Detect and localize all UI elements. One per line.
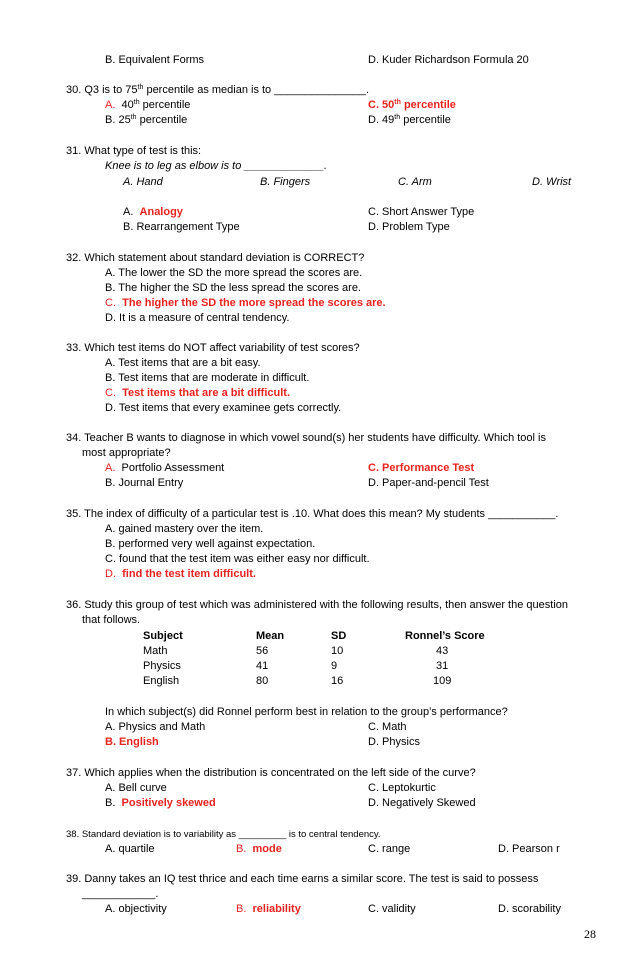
q36-option-b-answer: B. English: [105, 736, 159, 748]
q36-table-cell: English: [143, 675, 180, 687]
q31-analogy-choice-c: C. Arm: [398, 176, 432, 188]
q37-stem: 37. Which applies when the distribution is concentrated on the left side of the curve?: [66, 767, 476, 779]
q36-table-cell: 56: [256, 645, 269, 657]
q31-stem: 31. What type of test is this:: [66, 145, 202, 157]
q32-stem: 32. Which statement about standard deviation is CORRECT?: [66, 252, 365, 264]
q39-option-d: D. scorability: [498, 903, 561, 915]
q36-table-cell: Physics: [143, 660, 181, 672]
q36-table-header-sd: SD: [331, 630, 347, 642]
q34-stem-line-1: 34. Teacher B wants to diagnose in which vowel sound(s) her students have difficulty. Which tool is: [66, 432, 546, 444]
q36-table-cell: 16: [331, 675, 344, 687]
q35-option-b: B. performed very well against expectation.: [105, 538, 316, 550]
q39-stem-line-2: ____________.: [82, 888, 159, 900]
q36-option-a: A. Physics and Math: [105, 721, 206, 733]
q36-table-cell: Math: [143, 645, 168, 657]
q38-option-d: D. Pearson r: [498, 843, 560, 855]
q31-analogy: Knee is to leg as elbow is to _____________.: [105, 160, 327, 172]
q32-option-b: B. The higher the SD the less spread the scores are.: [105, 282, 361, 294]
q39-option-b-answer: B. reliability: [236, 903, 301, 915]
q38-stem: 38. Standard deviation is to variability as _________ is to central tendency.: [66, 829, 381, 840]
q34-stem-line-2: most appropriate?: [82, 447, 171, 459]
q36-stem-line-2: that follows.: [82, 614, 141, 626]
q32-option-a: A. The lower the SD the more spread the scores are.: [105, 267, 363, 279]
q34-option-b: B. Journal Entry: [105, 477, 184, 489]
q35-option-a: A. gained mastery over the item.: [105, 523, 264, 535]
q29-option-d: D. Kuder Richardson Formula 20: [368, 54, 529, 66]
q32-option-d: D. It is a measure of central tendency.: [105, 312, 290, 324]
q32-option-c-answer: C. The higher the SD the more spread the scores are.: [105, 297, 386, 309]
q39-option-c: C. validity: [368, 903, 416, 915]
q31-analogy-choice-d: D. Wrist: [532, 176, 572, 188]
q36-option-d: D. Physics: [368, 736, 420, 748]
q30-option-a: A. 40th percentile: [105, 99, 191, 111]
q33-option-d: D. Test items that every examinee gets correctly.: [105, 402, 342, 414]
q31-option-a-answer: A. Analogy: [123, 206, 183, 218]
q39-stem-line-1: 39. Danny takes an IQ test thrice and each time earns a similar score. The test is said to possess: [66, 873, 539, 885]
q33-option-c-answer: C. Test items that are a bit difficult.: [105, 387, 291, 399]
q35-option-d-answer: D. find the test item difficult.: [105, 568, 256, 580]
q36-table-cell: 41: [256, 660, 269, 672]
q38-option-c: C. range: [368, 843, 411, 855]
q36-table-cell: 109: [433, 675, 452, 687]
q34-option-d: D. Paper-and-pencil Test: [368, 477, 489, 489]
q38-option-a: A. quartile: [105, 843, 155, 855]
q31-analogy-choice-a: A. Hand: [123, 176, 163, 188]
q36-table-cell: 10: [331, 645, 344, 657]
q37-option-a: A. Bell curve: [105, 782, 167, 794]
q31-option-b: B. Rearrangement Type: [123, 221, 240, 233]
q31-option-d: D. Problem Type: [368, 221, 450, 233]
q37-option-d: D. Negatively Skewed: [368, 797, 476, 809]
q38-option-b-answer: B. mode: [236, 843, 282, 855]
q36-table-cell: 9: [331, 660, 338, 672]
q36-table-cell: 80: [256, 675, 269, 687]
q34-option-c-answer: C. Performance Test: [368, 462, 475, 474]
q30-option-d: D. 49th percentile: [368, 114, 451, 126]
q36-stem-line-1: 36. Study this group of test which was administered with the following results, then answer the question: [66, 599, 568, 611]
q36-table-header-subject: Subject: [143, 630, 183, 642]
q37-option-c: C. Leptokurtic: [368, 782, 436, 794]
q36-table-cell: 31: [436, 660, 449, 672]
q31-analogy-choice-b: B. Fingers: [260, 176, 311, 188]
q36-option-c: C. Math: [368, 721, 407, 733]
q29-option-b: B. Equivalent Forms: [105, 54, 205, 66]
q36-question: In which subject(s) did Ronnel perform best in relation to the group’s performance?: [105, 706, 508, 718]
q30-option-c-answer: C. 50th percentile: [368, 99, 456, 111]
q35-option-c: C. found that the test item was either easy nor difficult.: [105, 553, 370, 565]
q39-option-a: A. objectivity: [105, 903, 167, 915]
q35-stem: 35. The index of difficulty of a particular test is .10. What does this mean? My students ___________.: [66, 508, 559, 520]
q36-table-header-score: Ronnel’s Score: [405, 630, 485, 642]
q36-table-header-mean: Mean: [256, 630, 285, 642]
q30-stem: 30. Q3 is to 75th percentile as median is to _______________.: [66, 84, 370, 96]
q33-option-a: A. Test items that are a bit easy.: [105, 357, 261, 369]
q37-option-b-answer: B. Positively skewed: [105, 797, 216, 809]
q33-option-b: B. Test items that are moderate in difficult.: [105, 372, 310, 384]
q30-option-b: B. 25th percentile: [105, 114, 188, 126]
page-number: 28: [584, 927, 596, 941]
q34-option-a: A. Portfolio Assessment: [105, 462, 225, 474]
q36-table-cell: 43: [436, 645, 449, 657]
q33-stem: 33. Which test items do NOT affect variability of test scores?: [66, 342, 360, 354]
q31-option-c: C. Short Answer Type: [368, 206, 475, 218]
